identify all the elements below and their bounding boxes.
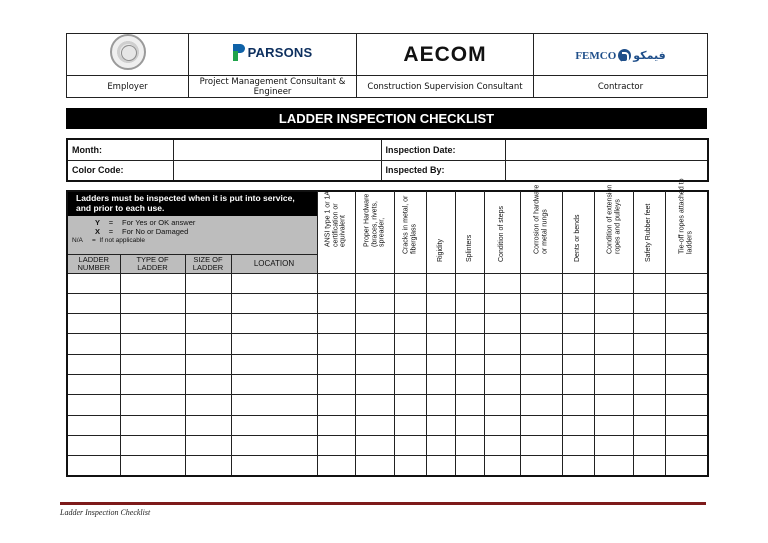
table-cell[interactable] <box>484 395 520 415</box>
table-cell[interactable] <box>665 374 708 394</box>
type-of-ladder-header: TYPE OF LADDER <box>120 254 185 273</box>
checklist-body <box>67 273 708 476</box>
table-cell[interactable] <box>67 395 120 415</box>
check-header: Condition of steps <box>484 191 520 273</box>
table-row <box>67 456 708 476</box>
table-cell[interactable] <box>633 415 665 435</box>
table-cell[interactable] <box>120 374 185 394</box>
pmc-logo-cell <box>189 34 357 76</box>
contractor-label: Contractor <box>534 76 708 98</box>
table-cell[interactable] <box>355 395 394 415</box>
table-cell[interactable] <box>455 334 484 354</box>
table-row <box>67 314 708 334</box>
table-cell[interactable] <box>185 293 231 313</box>
table-cell[interactable] <box>394 293 426 313</box>
table-cell[interactable] <box>633 354 665 374</box>
parsons-mark-icon <box>233 44 245 61</box>
table-cell[interactable] <box>520 273 562 293</box>
table-cell[interactable] <box>355 374 394 394</box>
table-cell[interactable] <box>67 354 120 374</box>
check-header: Condition of extension ropes and pulleys <box>594 191 633 273</box>
table-cell[interactable] <box>484 435 520 455</box>
table-cell[interactable] <box>120 273 185 293</box>
table-cell[interactable] <box>594 415 633 435</box>
table-cell[interactable] <box>665 293 708 313</box>
footer-text: Ladder Inspection Checklist <box>60 508 151 517</box>
table-cell[interactable] <box>185 334 231 354</box>
table-cell[interactable] <box>633 293 665 313</box>
table-cell[interactable] <box>394 354 426 374</box>
table-cell[interactable] <box>317 334 355 354</box>
table-cell[interactable] <box>426 415 455 435</box>
table-cell[interactable] <box>394 415 426 435</box>
table-cell[interactable] <box>394 395 426 415</box>
table-cell[interactable] <box>484 354 520 374</box>
table-cell[interactable] <box>231 456 317 476</box>
table-cell[interactable] <box>665 435 708 455</box>
table-cell[interactable] <box>665 354 708 374</box>
table-cell[interactable] <box>394 314 426 334</box>
table-cell[interactable] <box>562 435 594 455</box>
table-cell[interactable] <box>426 314 455 334</box>
table-cell[interactable] <box>520 293 562 313</box>
check-header: Tie-off ropes attached to ladders <box>665 191 708 273</box>
table-cell[interactable] <box>455 293 484 313</box>
table-cell[interactable] <box>67 435 120 455</box>
employer-label: Employer <box>67 76 189 98</box>
table-cell[interactable] <box>484 415 520 435</box>
parsons-wordmark: PARSONS <box>247 44 313 60</box>
check-header: Cracks in metal, or fiberglass <box>394 191 426 273</box>
table-cell[interactable] <box>185 456 231 476</box>
table-cell[interactable] <box>67 293 120 313</box>
table-cell[interactable] <box>67 334 120 354</box>
table-cell[interactable] <box>455 314 484 334</box>
table-cell[interactable] <box>520 314 562 334</box>
table-cell[interactable] <box>120 334 185 354</box>
table-cell[interactable] <box>665 395 708 415</box>
table-cell[interactable] <box>426 273 455 293</box>
aecom-logo: AECOM <box>403 42 487 66</box>
table-cell[interactable] <box>633 334 665 354</box>
table-cell[interactable] <box>355 354 394 374</box>
table-cell[interactable] <box>67 273 120 293</box>
table-cell[interactable] <box>455 435 484 455</box>
table-cell[interactable] <box>120 456 185 476</box>
table-cell[interactable] <box>484 314 520 334</box>
table-cell[interactable] <box>231 374 317 394</box>
table-cell[interactable] <box>394 456 426 476</box>
legend-no: X = For No or Damaged <box>94 227 189 236</box>
table-cell[interactable] <box>594 293 633 313</box>
table-cell[interactable] <box>455 415 484 435</box>
page-title: LADDER INSPECTION CHECKLIST <box>66 108 707 129</box>
table-cell[interactable] <box>426 293 455 313</box>
table-cell[interactable] <box>67 415 120 435</box>
table-cell[interactable] <box>355 415 394 435</box>
table-cell[interactable] <box>426 354 455 374</box>
table-cell[interactable] <box>231 293 317 313</box>
table-cell[interactable] <box>594 435 633 455</box>
table-cell[interactable] <box>355 334 394 354</box>
legend-box <box>67 191 317 254</box>
table-cell[interactable] <box>67 374 120 394</box>
table-cell[interactable] <box>633 395 665 415</box>
table-cell[interactable] <box>665 314 708 334</box>
table-cell[interactable] <box>120 354 185 374</box>
table-cell[interactable] <box>455 374 484 394</box>
table-cell[interactable] <box>562 374 594 394</box>
table-cell[interactable] <box>520 374 562 394</box>
table-cell[interactable] <box>562 395 594 415</box>
table-cell[interactable] <box>231 415 317 435</box>
table-cell[interactable] <box>231 395 317 415</box>
table-cell[interactable] <box>231 435 317 455</box>
table-cell[interactable] <box>520 334 562 354</box>
table-cell[interactable] <box>355 293 394 313</box>
table-cell[interactable] <box>355 456 394 476</box>
table-cell[interactable] <box>594 334 633 354</box>
table-cell[interactable] <box>120 435 185 455</box>
month-field[interactable] <box>173 139 381 160</box>
employer-logo-cell <box>67 34 189 76</box>
table-cell[interactable] <box>562 415 594 435</box>
table-cell[interactable] <box>185 415 231 435</box>
table-cell[interactable] <box>394 273 426 293</box>
contractor-logo-cell <box>534 34 708 76</box>
table-cell[interactable] <box>185 435 231 455</box>
table-cell[interactable] <box>562 354 594 374</box>
table-cell[interactable] <box>120 415 185 435</box>
table-cell[interactable] <box>120 314 185 334</box>
table-cell[interactable] <box>317 273 355 293</box>
femco-mark-icon <box>618 49 631 62</box>
table-cell[interactable] <box>562 334 594 354</box>
table-cell[interactable] <box>594 456 633 476</box>
check-header: Splinters <box>455 191 484 273</box>
table-cell[interactable] <box>231 334 317 354</box>
table-cell[interactable] <box>562 293 594 313</box>
table-cell[interactable] <box>185 374 231 394</box>
table-cell[interactable] <box>317 415 355 435</box>
color-code-field[interactable] <box>173 160 381 181</box>
csc-logo-cell <box>357 34 534 76</box>
table-cell[interactable] <box>520 354 562 374</box>
table-cell[interactable] <box>455 395 484 415</box>
table-cell[interactable] <box>520 456 562 476</box>
legend-banner: Ladders must be inspected when it is put into service, and prior to each use. <box>68 192 317 216</box>
check-header: Corrosion of hardware or metal rungs <box>520 191 562 273</box>
table-cell[interactable] <box>562 273 594 293</box>
table-row <box>67 415 708 435</box>
table-cell[interactable] <box>665 273 708 293</box>
table-cell[interactable] <box>665 415 708 435</box>
table-cell[interactable] <box>231 273 317 293</box>
size-of-ladder-header: SIZE OF LADDER <box>185 254 231 273</box>
table-cell[interactable] <box>562 456 594 476</box>
table-cell[interactable] <box>594 374 633 394</box>
table-cell[interactable] <box>594 273 633 293</box>
table-cell[interactable] <box>520 395 562 415</box>
table-cell[interactable] <box>484 374 520 394</box>
table-cell[interactable] <box>120 395 185 415</box>
table-cell[interactable] <box>185 273 231 293</box>
location-header: LOCATION <box>231 254 317 273</box>
table-cell[interactable] <box>355 273 394 293</box>
table-cell[interactable] <box>317 435 355 455</box>
inspection-date-field[interactable] <box>505 139 708 160</box>
table-cell[interactable] <box>594 395 633 415</box>
table-cell[interactable] <box>355 314 394 334</box>
table-cell[interactable] <box>665 456 708 476</box>
check-header: ANSI type 1 or 1A certification or equivalent <box>317 191 355 273</box>
table-cell[interactable] <box>426 334 455 354</box>
check-header: Safety Rubber feet <box>633 191 665 273</box>
table-cell[interactable] <box>317 293 355 313</box>
table-row <box>67 395 708 415</box>
check-header: Dents or bends <box>562 191 594 273</box>
table-cell[interactable] <box>317 314 355 334</box>
info-table <box>66 138 709 182</box>
table-cell[interactable] <box>394 334 426 354</box>
table-cell[interactable] <box>426 374 455 394</box>
footer-rule <box>60 502 706 505</box>
table-cell[interactable] <box>185 314 231 334</box>
table-cell[interactable] <box>520 435 562 455</box>
table-cell[interactable] <box>67 314 120 334</box>
table-cell[interactable] <box>633 435 665 455</box>
table-row <box>67 374 708 394</box>
color-code-label: Color Code: <box>67 160 173 181</box>
table-cell[interactable] <box>455 354 484 374</box>
table-cell[interactable] <box>394 374 426 394</box>
table-row <box>67 354 708 374</box>
table-row <box>67 273 708 293</box>
table-row <box>67 435 708 455</box>
check-header: Rigidity <box>426 191 455 273</box>
table-cell[interactable] <box>355 435 394 455</box>
table-cell[interactable] <box>231 314 317 334</box>
table-cell[interactable] <box>633 273 665 293</box>
table-cell[interactable] <box>633 374 665 394</box>
table-cell[interactable] <box>633 314 665 334</box>
header-table <box>66 33 708 98</box>
table-row <box>67 334 708 354</box>
table-cell[interactable] <box>317 395 355 415</box>
table-cell[interactable] <box>665 334 708 354</box>
parsons-logo <box>233 44 313 61</box>
table-cell[interactable] <box>185 395 231 415</box>
table-cell[interactable] <box>455 456 484 476</box>
table-cell[interactable] <box>594 314 633 334</box>
table-row <box>67 293 708 313</box>
month-label: Month: <box>67 139 173 160</box>
legend-na: N/A = If not applicable <box>72 237 145 244</box>
csc-label: Construction Supervision Consultant <box>357 76 534 98</box>
table-cell[interactable] <box>426 456 455 476</box>
table-cell[interactable] <box>185 354 231 374</box>
table-cell[interactable] <box>231 354 317 374</box>
checklist-table <box>66 178 709 477</box>
table-cell[interactable] <box>426 435 455 455</box>
table-cell[interactable] <box>484 293 520 313</box>
femco-arabic-wordmark: فيمكو <box>633 49 666 62</box>
table-cell[interactable] <box>455 273 484 293</box>
ladder-number-header: LADDER NUMBER <box>67 254 120 273</box>
table-cell[interactable] <box>484 334 520 354</box>
pmc-label: Project Management Consultant & Engineer <box>189 76 357 98</box>
table-cell[interactable] <box>317 456 355 476</box>
check-header: Proper Hardware (braces, rivets, spreader, <box>355 191 394 273</box>
table-cell[interactable] <box>67 456 120 476</box>
inspection-date-label: Inspection Date: <box>381 139 505 160</box>
table-cell[interactable] <box>484 273 520 293</box>
table-cell[interactable] <box>562 314 594 334</box>
table-cell[interactable] <box>633 456 665 476</box>
table-cell[interactable] <box>426 395 455 415</box>
legend-yes: Y = For Yes or OK answer <box>94 218 196 227</box>
inspected-by-label: Inspected By: <box>381 160 505 181</box>
employer-seal-icon <box>110 34 146 70</box>
table-cell[interactable] <box>317 354 355 374</box>
table-cell[interactable] <box>520 415 562 435</box>
table-cell[interactable] <box>484 456 520 476</box>
femco-wordmark: FEMCO <box>575 49 617 62</box>
table-cell[interactable] <box>317 374 355 394</box>
table-cell[interactable] <box>120 293 185 313</box>
table-cell[interactable] <box>594 354 633 374</box>
femco-logo <box>575 49 665 62</box>
table-cell[interactable] <box>394 435 426 455</box>
